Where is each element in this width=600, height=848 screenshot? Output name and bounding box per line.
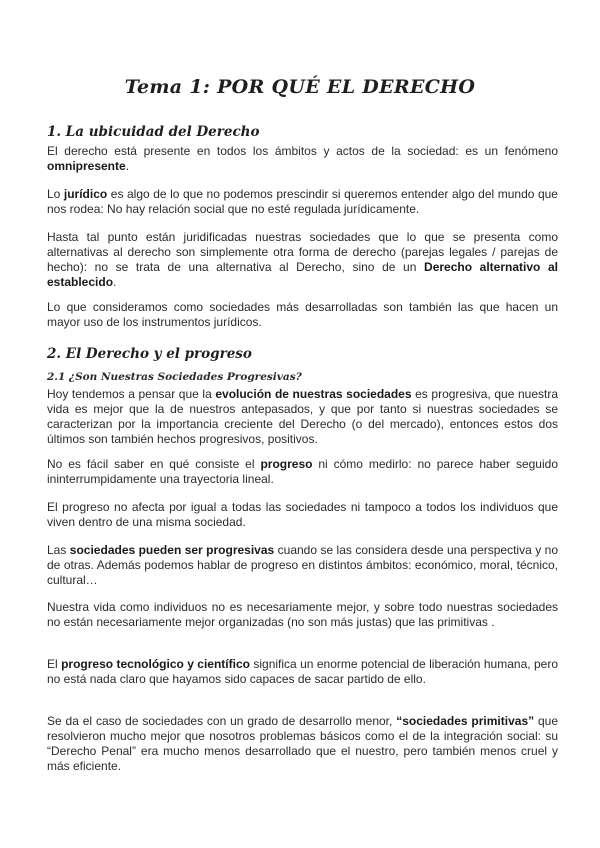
s2-paragraph-3: El progreso no afecta por igual a todas las sociedades ni tampoco a todos los individuos que viven dentro de una misma sociedad. <box>47 500 558 529</box>
section-2-heading: 2. El Derecho y el progreso <box>47 346 252 362</box>
text: significa un enorme potencial de liberación humana, pero no está nada claro que hayamos sido capaces de sacar partido de ello. <box>47 657 558 686</box>
bold-text: omnipresente <box>47 159 126 173</box>
s1-paragraph-3 <box>47 230 558 290</box>
bold-text: Derecho alternativo al establecido <box>47 260 558 289</box>
document-title: Tema 1: POR QUÉ EL DERECHO <box>124 76 476 98</box>
text: que resolvieron mucho mejor que nosotros problemas básicos como el de la integración social: su “Derecho Penal” era mucho menos desarrollado que el nuestro, pero también menos cruel y más eficiente. <box>47 714 559 773</box>
bold-text: “sociedades primitivas” <box>396 714 535 728</box>
s2-paragraph-5: Nuestra vida como individuos no es necesariamente mejor, y sobre todo nuestras sociedades no están necesariamente mejor organizadas (no son más justas) que las primitivas . <box>47 600 558 629</box>
text: Las <box>47 543 70 557</box>
bold-text: progreso <box>260 457 313 471</box>
s2-paragraph-4 <box>47 543 558 588</box>
text: No es fácil saber en qué consiste el <box>47 457 261 471</box>
text: Hasta tal punto están juridificadas nuestras sociedades que lo que se presenta como alternativas al derecho son simplemente otra forma de derecho (parejas legales / parejas de hecho): no se trata de una alternativa al Derecho, sino de un <box>47 230 558 274</box>
text: es algo de lo que no podemos prescindir si queremos entender algo del mundo que nos rodea: No hay relación social que no esté regulada jurídicamente. <box>47 187 558 216</box>
s2-paragraph-6 <box>47 657 558 687</box>
text: . <box>125 159 130 173</box>
bold-text: jurídico <box>63 187 108 201</box>
section-1-heading: 1. La ubicuidad del Derecho <box>47 124 260 140</box>
subsection-2-1-heading: 2.1 ¿Son Nuestras Sociedades Progresivas? <box>47 371 302 383</box>
text: El derecho está presente en todos los ámbitos y actos de la sociedad: es un fenómeno <box>47 144 558 158</box>
text: . <box>113 275 117 289</box>
s1-paragraph-4: Lo que consideramos como sociedades más desarrolladas son también las que hacen un mayor uso de los instrumentos jurídicos. <box>47 300 558 329</box>
s2-paragraph-1 <box>47 387 558 447</box>
text: cuando se las considera desde una perspectiva y no de otras. Además podemos hablar de progreso en distintos ámbitos: económico, moral, técnico, cultural… <box>47 543 558 587</box>
s1-paragraph-1 <box>47 144 558 174</box>
text: ni cómo medirlo: no parece haber seguido ininterrumpidamente una trayectoria lineal. <box>47 457 558 486</box>
text: Se da el caso de sociedades con un grado de desarrollo menor, <box>47 714 397 728</box>
text: Lo <box>47 187 64 201</box>
s1-paragraph-2 <box>47 187 558 217</box>
text: Hoy tendemos a pensar que la <box>47 387 216 401</box>
text: es progresiva, que nuestra vida es mejor que la de nuestros antepasados, y que por tanto si nuestras sociedades se caracterizan por la importancia creciente del Derecho (o del mercado), entonces estos dos últimos son también hechos progresivos, positivos. <box>47 387 558 446</box>
s2-paragraph-2 <box>47 457 558 487</box>
bold-text: sociedades pueden ser progresivas <box>69 543 275 557</box>
bold-text: evolución de nuestras sociedades <box>215 387 412 401</box>
s2-paragraph-7 <box>47 714 558 774</box>
text: El <box>47 657 62 671</box>
bold-text: progreso tecnológico y científico <box>61 657 250 671</box>
